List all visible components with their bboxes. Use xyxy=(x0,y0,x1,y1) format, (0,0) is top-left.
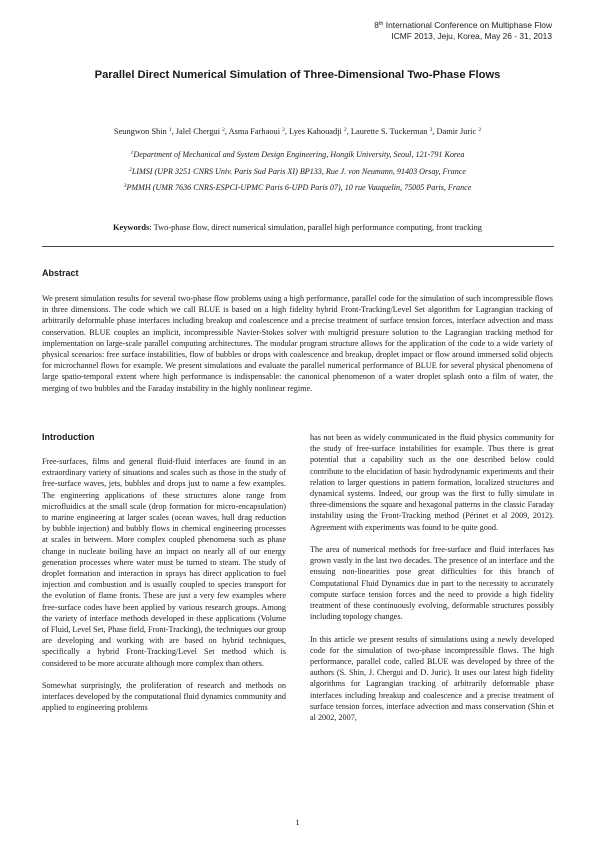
author-affiliation-mark: 1 xyxy=(168,127,172,133)
author-separator: , xyxy=(171,127,176,136)
keywords xyxy=(40,223,555,232)
author-separator: , xyxy=(346,127,351,136)
paragraph: Somewhat surprisingly, the proliferation of research and methods on interfaces developed by the computational fluid dynamics community and applied to engineering problems xyxy=(42,681,286,713)
author-name: Laurette S. Tuckerman xyxy=(350,127,428,136)
author-name: Lyes Kahouadji xyxy=(289,127,342,136)
abstract-text: We present simulation results for several two-phase flow problems using a high performance, parallel code for the simulation of such incompressible flows in three dimensions. The code which we call BLUE is based on a high fidelity hybrid Front-Tracking/Level Set algorithm for Lagrangian tracking of arbitrarily deformable phase interfaces including breakup and coalescence and a precise treatment of surface tension forces, interface advection and mass conservation. BLUE couples an implicit, incompressible Navier-Stokes solver with multigrid pressure solution to the Lagrangian tracking method for implementation on large-scale parallel computing architectures. The modular program structure allows for the application of the code to a wide variety of physical scenarios: free surface instabilities, flow of bubbles or drops with coalescence and breakup, droplet impact or flow around immersed solid objects for microchannel flows for example. We present simulations and evaluate the parallel numerical performance of BLUE for several physical phenomena of large spatio-temporal extent where high performance is indispensable: the canonical phenomenon of a water droplet splash onto a film of water, the merging of two bubbles and the Faraday instability in the highly nonlinear regime. xyxy=(42,294,553,393)
keywords-label: Keywords xyxy=(113,223,150,232)
right-column xyxy=(310,432,554,734)
affiliation-1: $^1$Department of Mechanical and System Design Engineering, Hongik University, Seoul, 121-791 Korea xyxy=(130,150,465,159)
author-affiliation-mark: 2 xyxy=(222,127,225,133)
conference-header xyxy=(252,20,552,42)
author-list xyxy=(40,127,555,136)
abstract-heading: Abstract xyxy=(42,268,79,278)
author-affiliation-mark: 3 xyxy=(429,127,433,133)
affiliation-2: $^2$LIMSI (UPR 3251 CNRS Univ. Paris Sud Paris XI) BP133, Rue J. von Neumann, 91403 Orsay, France xyxy=(129,167,466,176)
conference-line-2: ICMF 2013, Jeju, Korea, May 26 - 31, 2013 xyxy=(391,31,552,41)
paragraph: In this article we present results of simulations using a newly developed code for the simulation of two-phase incompressible flows. The high performance, parallel code, called BLUE was developed by three of the authors (S. Shin, J. Chergui and D. Juric). It uses our latest high fidelity algorithms for Lagrangian tracking of arbitrarily deformable phase interfaces including breakup and coalescence and a precise treatment of surface tension forces, interface advection and mass conservation (Shin et al 2002, 2007, xyxy=(310,634,554,723)
paragraph: has not been as widely communicated in the fluid physics community for the study of free-surface instabilities for example. Thus there is great potential that a capability such as the one described below could contribute to the elucidation of basic hydrodynamic experiments and their relation to larger questions in pattern formation, localized structures and dynamical systems. Indeed, our group was the first to fully simulate in three-dimensions the square and hexagonal patterns in the classic Faraday instability using the Front-Tracking method (Périnet et al 2009, 2012). Agreement with experiments was found to be quite good. xyxy=(310,433,554,532)
keywords-text: : Two-phase flow, direct numerical simulation, parallel high performance computing, front tracking xyxy=(149,223,482,232)
introduction-heading: Introduction xyxy=(42,432,95,442)
author-name: Damir Juric xyxy=(436,127,477,136)
conference-line-1: 8th International Conference on Multiphase Flow xyxy=(374,20,552,30)
author-name: Seungwon Shin xyxy=(113,127,167,136)
author-separator: , xyxy=(432,127,437,136)
author-name: Jalel Chergui xyxy=(175,127,221,136)
page-number: 1 xyxy=(295,818,300,827)
author-affiliation-mark: 2 xyxy=(343,127,347,133)
author-affiliation-mark: 2 xyxy=(478,127,482,133)
divider xyxy=(42,246,554,247)
paragraph: The area of numerical methods for free-surface and fluid interfaces has grown vastly in the last two decades. The presence of an interface and the ensuing non-linearities pose great difficulties for this branch of Computational Fluid Dynamics due in part to the necessity to accurately compute surface tension forces and the need to provide a high fidelity treatment of these continuously evolving, deformable structures possibly including topology changes. xyxy=(310,545,554,622)
paper-title: Parallel Direct Numerical Simulation of Three-Dimensional Two-Phase Flows xyxy=(94,69,501,81)
left-column xyxy=(42,456,286,725)
author-affiliation-mark: 2 xyxy=(282,127,285,133)
author-separator: , xyxy=(224,127,229,136)
paragraph: Free-surfaces, films and general fluid-fluid interfaces are found in an extraordinary variety of situations and scales such as those in the study of free-surface waves, jets, bubbles and drops just to name a few examples. The engineering applications of these structures alone range from microfluidics at the small scale (drop formation for micro-encapsulation) to marine engineering at larger scales (ocean waves, hull drag reduction by bubble injection) and bubbly flows in chemical engineering processes at scales in between. More complex coupled phenomena such as phase change in nucleate boiling have an impact on nearly all of our energy generation processes where water must be turned to steam. The study of droplet formation and interaction in sprays has direct application to fuel injection and combustion and is usually coupled to species transport for the evolution of flame fronts. These are just a very few examples where free-surface codes have been applied by various research groups. Among the variety of interface methods developed in these applications (Volume of Fluid, Level Set, Phase field, Front-Tracking), the techniques our group are developing and working with are based on hybrid techniques, specifically a hybrid Front-Tracking/Level Set method which is considered to be more accurate although more complex than others. xyxy=(42,457,286,668)
author-separator: , xyxy=(284,127,290,136)
affiliation-3: $^3$PMMH (UMR 7636 CNRS-ESPCI-UPMC Paris 6-UPD Paris 07), 10 rue Vauquelin, 75005 Paris, France xyxy=(123,183,472,192)
author-name: Asma Farhaoui xyxy=(228,127,281,136)
